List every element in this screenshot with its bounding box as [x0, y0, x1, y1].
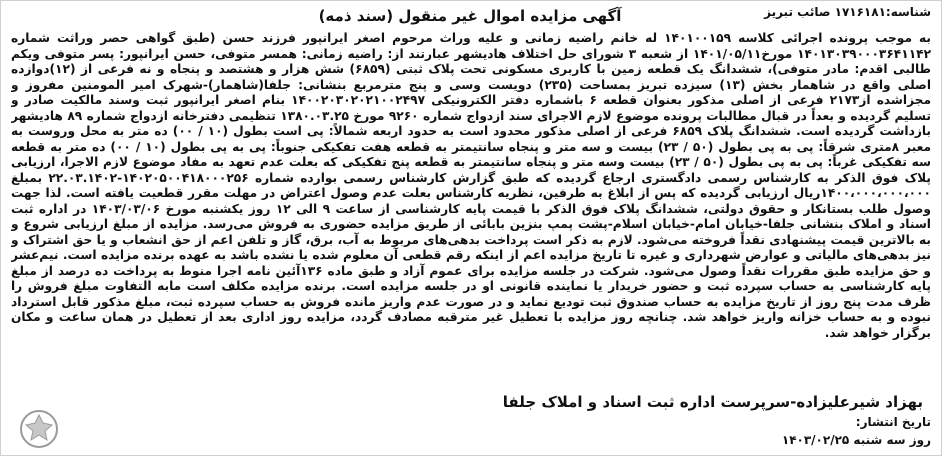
notice-id: شناسه:۱۷۱۶۱۸۱ صائب تبریز: [764, 5, 931, 19]
notice-body: به موجب پرونده اجرائی کلاسه ۱۴۰۱۰۰۱۵۹ له خانم راضیه زمانی و علیه وراث مرحوم اصغر ایرانپور فرزند حسن (طبق گواهی حصر وراثت شماره ۱۴۰۱۳۰۳۹۰۰۰۳۶۴۱۱۴۲ مورخ۱۴۰۱/۰۵/۱۱ از شعبه ۳ شورای حل اختلاف هادیشهر عبارتند از: راضیه زمانی: همسر متوفی، حسن ایرانپور: پسر متوفی ویکم طالبی اقدم: مادر متوفی)، ششدانگ یک قطعه زمین با کاربری مسکونی تحت پلاک ثبتی (۶۸۵۹) شش هزار و هشتصد و پنجاه و نه فرعی از (۱۲)دوازده اصلی واقع در شاهمار بخش (۱۳) سیزده تبریز بمساحت (۲۳۵) دویست وسی و پنج مترمربع بنشانی: جلفا(شاهمار)-شهرک امیر المومنین مفروز و مجزاشده از۲۱۷۳ فرعی از اصلی مذکور بعنوان قطعه ۶ باشماره دفتر الکترونیکی ۱۴۰۰۲۰۳۰۲۰۲۱۰۰۲۴۹۷ بنام اصغر ایرانپور ثبت وسند مالکیت صادر و تسلیم گردیده و بعداً در قبال مطالبات پرونده موضوع لازم الاجرای سند ازدواج شماره ۹۲۶۰ مورخ ۱۳۸۰.۰۳.۲۵ تنظیمی دفترخانه ازدواج شماره ۸۹ هادیشهر بازداشت گردیده است. ششدانگ پلاک ۶۸۵۹ فرعی از اصلی مذکور محدود است به حدود اربعه شمالاً: پی است بطول (۱۰ / ۰۰) ده متر به محل وروست به معبر ۸متری شرقاً: پی به پی بطول (۵۰ / ۲۳) بیست و سه متر و پنجاه سانتیمتر به قطعه هفت تفکیکی جنوباً: پی به پی بطول (۱۰ / ۰۰) ده متر به قطعه سه تفکیکی غرباً: پی به پی بطول (۵۰ / ۲۳) بیست وسه متر و پنجاه سانتیمتر به قطعه پنج تفکیکی که بعلت عدم تعهد به مفاد موضوع لازم الاجرا، ارزیابی پلاک فوق الذکر به کارشناس رسمی دادگستری ارجاع گردیده که طبق گزارش کارشناس رسمی بوارده شماره ۱۴۰۲۰۵۰۰۴۱۸۰۰۰۲۵۶-۲۲.۰۳.۱۴۰۲ بمبلغ ۱۴۰۰،۰۰۰،۰۰۰،۰۰۰ریال ارزیابی گردیده که پس از ابلاغ به طرفین، نظریه کارشناس بعلت عدم وصول اعتراض در مهلت مقرر قطعیت یافته است. لذا جهت وصول طلب بستانکار و حقوق دولتی، ششدانگ پلاک فوق الذکر با قیمت پایه کارشناسی از ساعت ۹ الی ۱۲ روز یکشنبه مورخ ۱۴۰۳/۰۳/۰۶ در اداره ثبت اسناد و املاک بنشانی جلفا-خیابان امام-خیابان اسلام-پشت پمپ بنزین بابائی از طریق مزایده حضوری به فروش می‌رسد. مزایده از مبلغ ارزیابی شروع و به بالاترین قیمت پیشنهادی نقداً فروخته می‌شود. لازم به ذکر است پرداخت بدهی‌های مربوط به آب، برق، گاز و تلفن اعم از حق انشعاب و یا حق اشتراک و نیز بدهی‌های مالیاتی و عوارض شهرداری و غیره تا تاریخ مزایده اعم از اینکه رقم قطعی آن معلوم شده یا نشده باشد به عهده برنده مزایده است. نیم‌عشر و حق مزایده طبق مقررات نقداً وصول می‌شود. شرکت در جلسه مزایده برای عموم آزاد و طبق ماده ۱۳۶آئین نامه اجرا منوط به پرداخت ده درصد از مبلغ پایه کارشناسی به حساب سپرده ثبت و حضور خریدار یا نماینده قانونی او در جلسه مزایده است. برنده مزایده مکلف است مابه التفاوت مبلغ فروش را ظرف مدت پنج روز از تاریخ مزایده به حساب صندوق ثبت تودیع نماید و در صورت عدم واریز مانده فروش به حساب سپرده ثبت، مبلغ مذکور قابل استرداد نبوده و به حساب خزانه واریز خواهد شد. چنانچه روز مزایده با تعطیل غیر مترقبه مصادف گردد، مزایده روز اداری بعد از تعطیل در همان ساعت و مکان برگزار خواهد شد.: [11, 31, 931, 340]
publish-date: روز سه شنبه ۱۴۰۳/۰۲/۲۵: [781, 433, 931, 447]
registry-emblem-icon: [17, 407, 61, 451]
notice-signature: بهزاد شیرعلیزاده-سرپرست اداره ثبت اسناد و املاک جلفا: [502, 393, 923, 411]
notice-title: آگهی مزایده اموال غیر منقول (سند ذمه): [318, 7, 622, 25]
publish-date-label: تاریخ انتشار:: [855, 415, 931, 429]
notice-header: [9, 5, 931, 27]
